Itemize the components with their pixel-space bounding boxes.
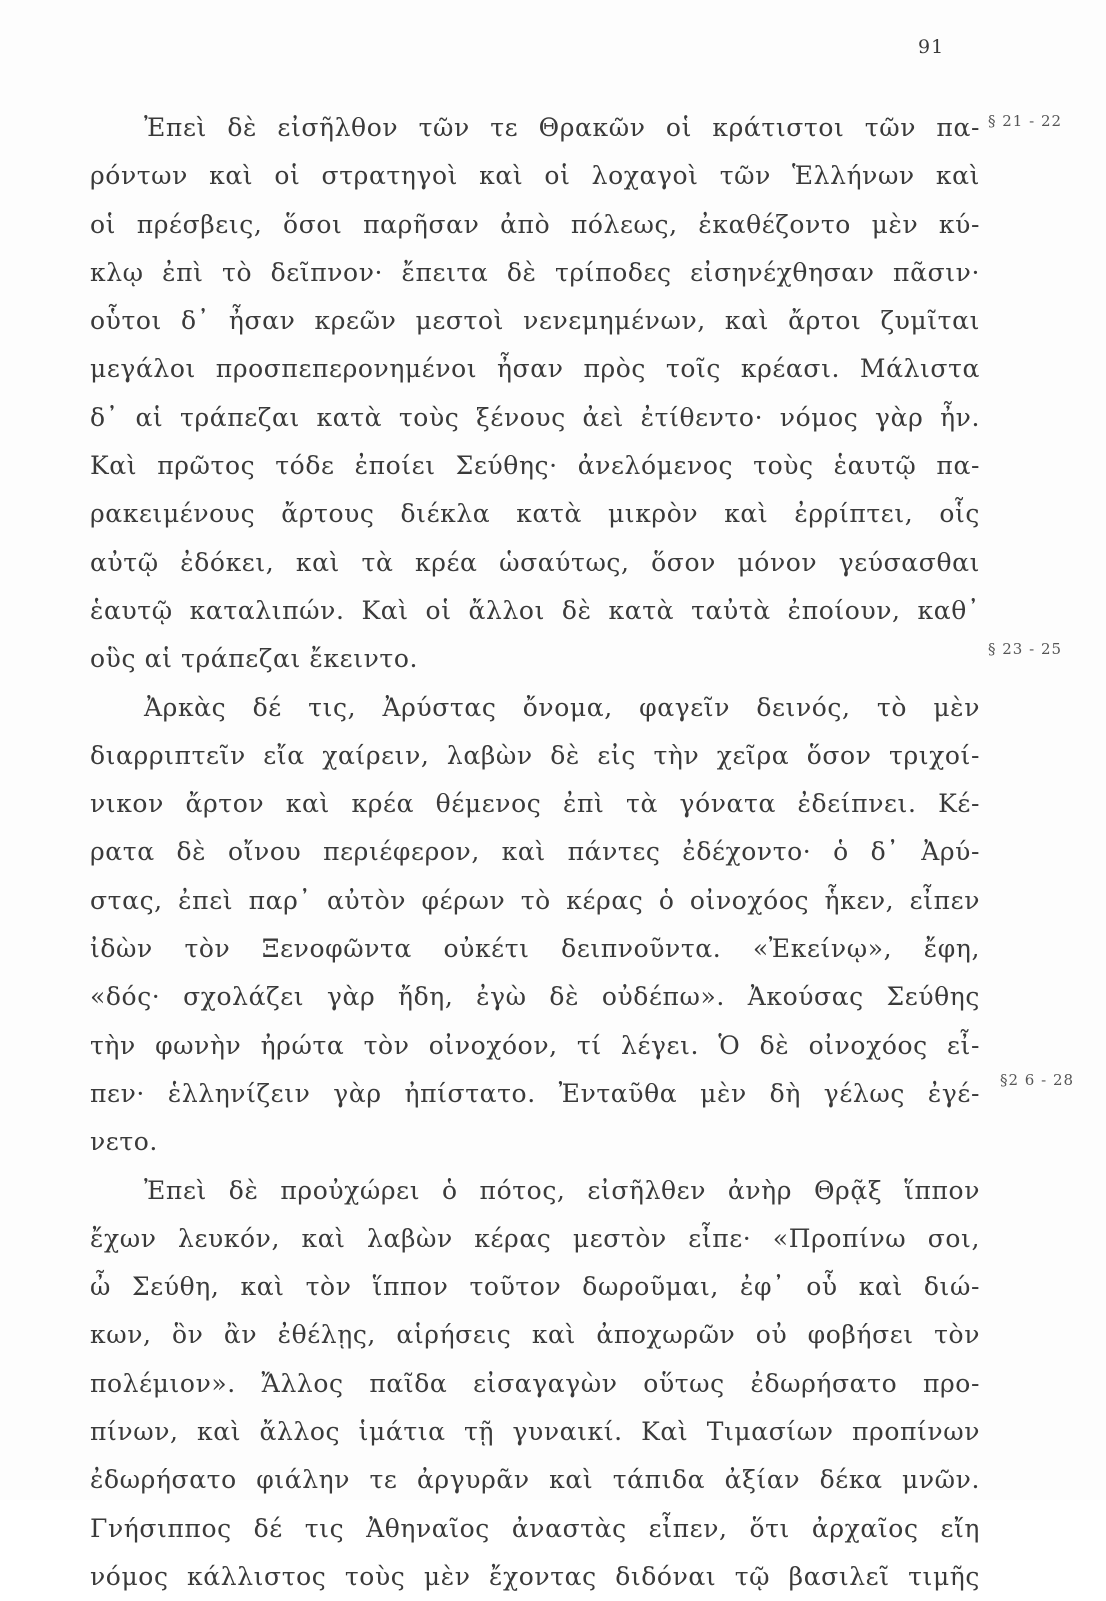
text-line: οὗτοι δ᾽ ἦσαν κρεῶν μεστοὶ νενεμημένων, καὶ ἄρτοι ζυμῖται	[90, 306, 980, 336]
text-line: πεν· ἑλληνίζειν γὰρ ἠπίστατο. Ἐνταῦθα μὲν δὴ γέλως ἐγέ-	[90, 1078, 980, 1108]
text-line: ρακειμένους ἄρτους διέκλα κατὰ μικρὸν καὶ ἐρρίπτει, οἷς	[90, 499, 980, 529]
text-line: κλῳ ἐπὶ τὸ δεῖπνον· ἔπειτα δὲ τρίποδες εἰσηνέχθησαν πᾶσιν·	[90, 257, 980, 287]
text-line: πολέμιον». Ἄλλος παῖδα εἰσαγαγὼν οὕτως ἐδωρήσατο προ-	[90, 1368, 980, 1398]
text-line: πίνων, καὶ ἄλλος ἱμάτια τῇ γυναικί. Καὶ Τιμασίων προπίνων	[90, 1417, 980, 1447]
text-line: ἑαυτῷ καταλιπών. Καὶ οἱ ἄλλοι δὲ κατὰ ταὐτὰ ἐποίουν, καθ᾽	[90, 595, 980, 625]
text-line: ρόντων καὶ οἱ στρατηγοὶ καὶ οἱ λοχαγοὶ τῶν Ἑλλήνων καὶ	[90, 161, 980, 191]
text-line: μεγάλοι προσπεπερονημένοι ἦσαν πρὸς τοῖς κρέασι. Μάλιστα	[90, 354, 980, 384]
body-text	[90, 104, 980, 1601]
text-line: Ἀρκὰς δέ τις, Ἀρύστας ὄνομα, φαγεῖν δεινός, τὸ μὲν	[144, 692, 980, 722]
text-line: ὦ Σεύθη, καὶ τὸν ἵππον τοῦτον δωροῦμαι, ἐφ᾽ οὗ καὶ διώ-	[90, 1272, 980, 1302]
text-line: ἰδὼν τὸν Ξενοφῶντα οὐκέτι δειπνοῦντα. «Ἐκείνῳ», ἔφη,	[90, 934, 980, 964]
text-line: δ᾽ αἱ τράπεζαι κατὰ τοὺς ξένους ἀεὶ ἐτίθεντο· νόμος γὰρ ἦν.	[90, 402, 980, 432]
text-line: κων, ὃν ἂν ἐθέλῃς, αἱρήσεις καὶ ἀποχωρῶν οὐ φοβήσει τὸν	[90, 1320, 980, 1350]
margin-note-section-ref: § 23 - 25	[988, 640, 1063, 658]
text-line: ἐδωρήσατο φιάλην τε ἀργυρᾶν καὶ τάπιδα ἀξίαν δέκα μνῶν.	[90, 1465, 980, 1495]
text-line: τὴν φωνὴν ἠρώτα τὸν οἰνοχόον, τί λέγει. Ὁ δὲ οἰνοχόος εἶ-	[90, 1030, 980, 1060]
text-line: οἱ πρέσβεις, ὅσοι παρῆσαν ἀπὸ πόλεως, ἐκαθέζοντο μὲν κύ-	[90, 209, 980, 239]
text-line: νετο.	[90, 1127, 158, 1157]
text-line: «δός· σχολάζει γὰρ ἤδη, ἐγὼ δὲ οὐδέπω». Ἀκούσας Σεύθης	[90, 982, 980, 1012]
margin-note-section-ref: § 21 - 22	[988, 112, 1063, 130]
text-line: Γνήσιππος δέ τις Ἀθηναῖος ἀναστὰς εἶπεν, ὅτι ἀρχαῖος εἴη	[90, 1513, 980, 1543]
page-number: 91	[918, 36, 945, 58]
text-line: στας, ἐπεὶ παρ᾽ αὐτὸν φέρων τὸ κέρας ὁ οἰνοχόος ἧκεν, εἶπεν	[90, 885, 980, 915]
text-line: ἔχων λευκόν, καὶ λαβὼν κέρας μεστὸν εἶπε· «Προπίνω σοι,	[90, 1223, 980, 1253]
margin-note-section-ref: §2 6 - 28	[1000, 1071, 1075, 1089]
text-line: διαρριπτεῖν εἴα χαίρειν, λαβὼν δὲ εἰς τὴν χεῖρα ὅσον τριχοί-	[90, 740, 980, 770]
text-line: νικον ἄρτον καὶ κρέα θέμενος ἐπὶ τὰ γόνατα ἐδείπνει. Κέ-	[90, 789, 980, 819]
text-line: ρατα δὲ οἴνου περιέφερον, καὶ πάντες ἐδέχοντο· ὁ δ᾽ Ἀρύ-	[90, 837, 980, 867]
text-line: Ἐπεὶ δὲ εἰσῆλθον τῶν τε Θρακῶν οἱ κράτιστοι τῶν πα-	[144, 113, 980, 142]
text-line: νόμος κάλλιστος τοὺς μὲν ἔχοντας διδόναι τῷ βασιλεῖ τιμῆς	[90, 1561, 980, 1591]
text-line: Καὶ πρῶτος τόδε ἐποίει Σεύθης· ἀνελόμενος τοὺς ἑαυτῷ πα-	[90, 451, 980, 481]
text-line: αὐτῷ ἐδόκει, καὶ τὰ κρέα ὡσαύτως, ὅσον μόνον γεύσασθαι	[90, 547, 980, 577]
text-line: οὓς αἱ τράπεζαι ἔκειντο.	[90, 644, 419, 674]
text-line: Ἐπεὶ δὲ προὐχώρει ὁ πότος, εἰσῆλθεν ἀνὴρ Θρᾷξ ἵππον	[144, 1175, 980, 1205]
